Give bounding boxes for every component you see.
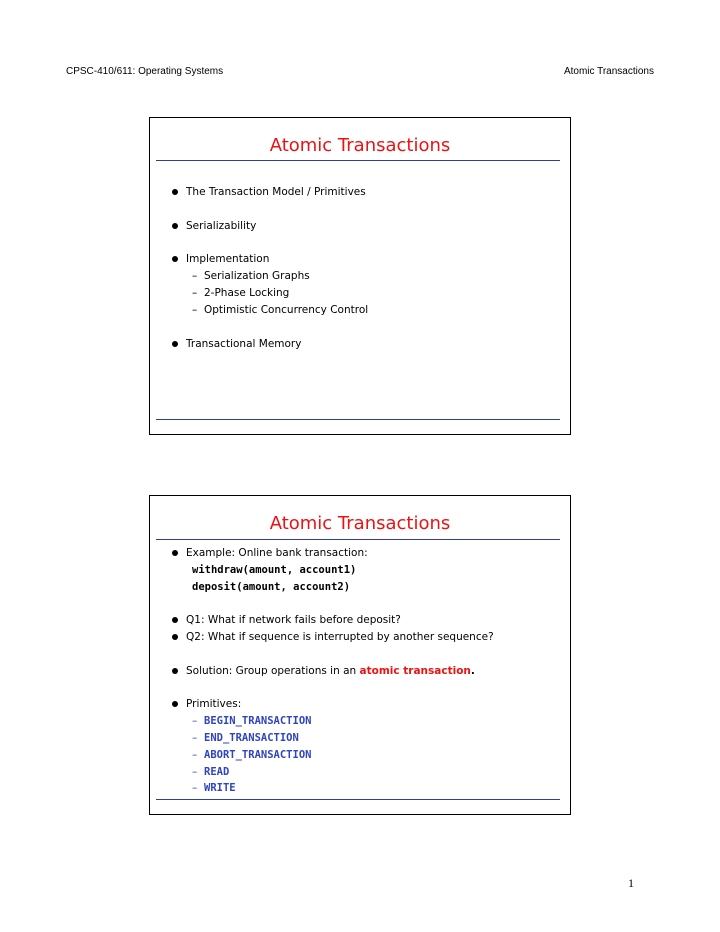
title-rule [156,160,560,161]
page-number: 1 [628,876,634,890]
bullet-text: Primitives: [186,698,242,710]
bullet-icon [172,223,178,229]
code-line: deposit(amount, account2) [192,581,351,593]
bullet-icon [172,550,178,556]
dash-icon: – [192,732,198,744]
solution-text: Solution: Group operations in an [186,665,360,677]
slide-title: Atomic Transactions [269,513,451,534]
slide-2 [149,495,571,815]
sub-item-text: Serialization Graphs [204,270,310,282]
bullet-text: Q2: What if sequence is interrupted by another sequence? [186,631,494,643]
bullet-icon [172,189,178,195]
footer-rule [156,419,560,420]
bullet-text: Implementation [186,253,270,265]
bullet-text: Transactional Memory [186,338,302,350]
bullet-text: Q1: What if network fails before deposit? [186,614,401,626]
header-topic: Atomic Transactions [563,66,654,77]
dash-icon: – [192,270,198,282]
primitive-text: READ [204,766,230,778]
bullet-icon [172,634,178,640]
sub-item-text: Optimistic Concurrency Control [204,304,369,316]
dash-icon: – [192,749,198,761]
bullet-icon [172,617,178,623]
primitive-text: BEGIN_TRANSACTION [204,715,312,727]
primitive-text: END_TRANSACTION [204,732,299,744]
bullet-icon [172,341,178,347]
bullet-text: Serializability [186,220,257,232]
header-course: CPSC-410/611: Operating Systems [66,66,224,77]
bullet-icon [172,668,178,674]
bullet-icon [172,256,178,262]
slide-title: Atomic Transactions [269,135,451,156]
dash-icon: – [192,782,198,794]
dash-icon: – [192,287,198,299]
solution-period: . [470,665,475,677]
title-rule [156,539,560,540]
code-line: withdraw(amount, account1) [192,564,357,576]
dash-icon: – [192,304,198,316]
bullet-text [186,665,475,677]
primitive-text: WRITE [204,782,236,794]
footer-rule [156,799,560,800]
bullet-text: The Transaction Model / Primitives [186,186,366,198]
dash-icon: – [192,715,198,727]
dash-icon: – [192,766,198,778]
sub-item-text: 2-Phase Locking [204,287,290,299]
bullet-text: Example: Online bank transaction: [186,547,368,559]
slide-1 [149,117,571,435]
bullet-icon [172,701,178,707]
primitive-text: ABORT_TRANSACTION [204,749,312,761]
solution-highlight: atomic transaction [359,665,471,677]
